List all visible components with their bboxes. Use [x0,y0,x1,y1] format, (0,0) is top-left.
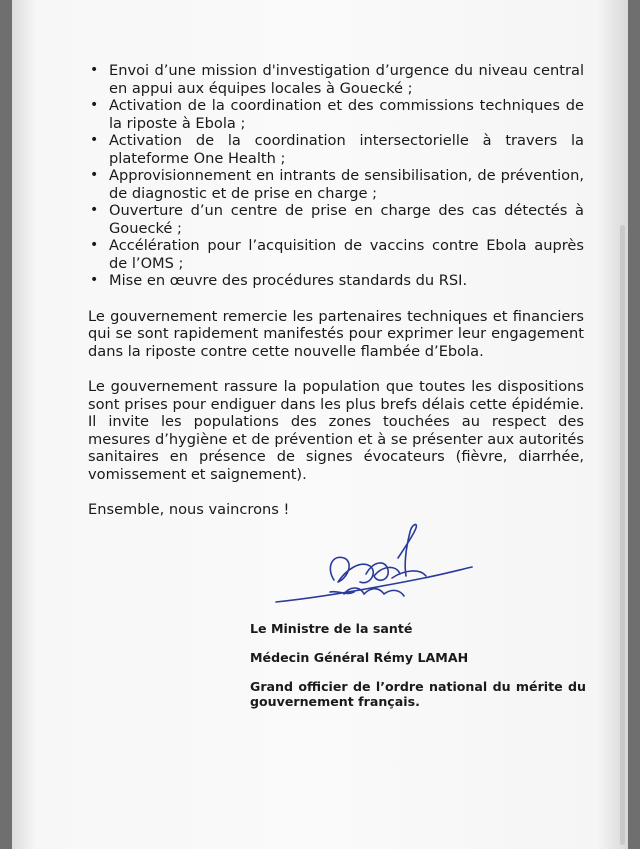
signatory-title: Le Ministre de la santé [250,621,413,636]
signatory-distinction: Grand officier de l’ordre national du mérite du gouvernement français. [250,679,586,709]
list-item: • Accélération pour l’acquisition de vaccins contre Ebola auprès de l’OMS ; [88,237,584,272]
list-item: • Approvisionnement en intrants de sensibilisation, de prévention, de diagnostic et de prise en charge ; [88,167,584,202]
measures-list [88,62,584,290]
document-page [12,0,628,849]
thanks-paragraph: Le gouvernement remercie les partenaires techniques et financiers qui se sont rapidement manifestés pour exprimer leur engagement dans la riposte contre cette nouvelle flambée d’Ebola. [88,307,584,360]
handwritten-signature [274,520,474,615]
list-item: • Mise en œuvre des procédures standards du RSI. [88,272,584,290]
signatory-name: Médecin Général Rémy LAMAH [250,650,469,665]
closing-line: Ensemble, nous vaincrons ! [88,501,290,518]
list-item: • Ouverture d’un centre de prise en charge des cas détectés à Gouecké ; [88,202,584,237]
list-item: • Envoi d’une mission d'investigation d’urgence du niveau central en appui aux équipes locales à Gouecké ; [88,62,584,97]
signatory-block [250,621,586,709]
list-item: • Activation de la coordination intersectorielle à travers la plateforme One Health ; [88,132,584,167]
list-item: • Activation de la coordination et des commissions techniques de la riposte à Ebola ; [88,97,584,132]
document-body [88,62,584,519]
scrollbar[interactable] [620,225,625,845]
reassurance-paragraph: Le gouvernement rassure la population que toutes les dispositions sont prises pour endiguer dans les plus brefs délais cette épidémie. Il invite les populations des zones touchées au respect des mesures d’hygiène et de prévention et à se présenter aux autorités sanitaires en présence de signes évocateurs (fièvre, diarrhée, vomissement et saignement). [88,378,584,483]
